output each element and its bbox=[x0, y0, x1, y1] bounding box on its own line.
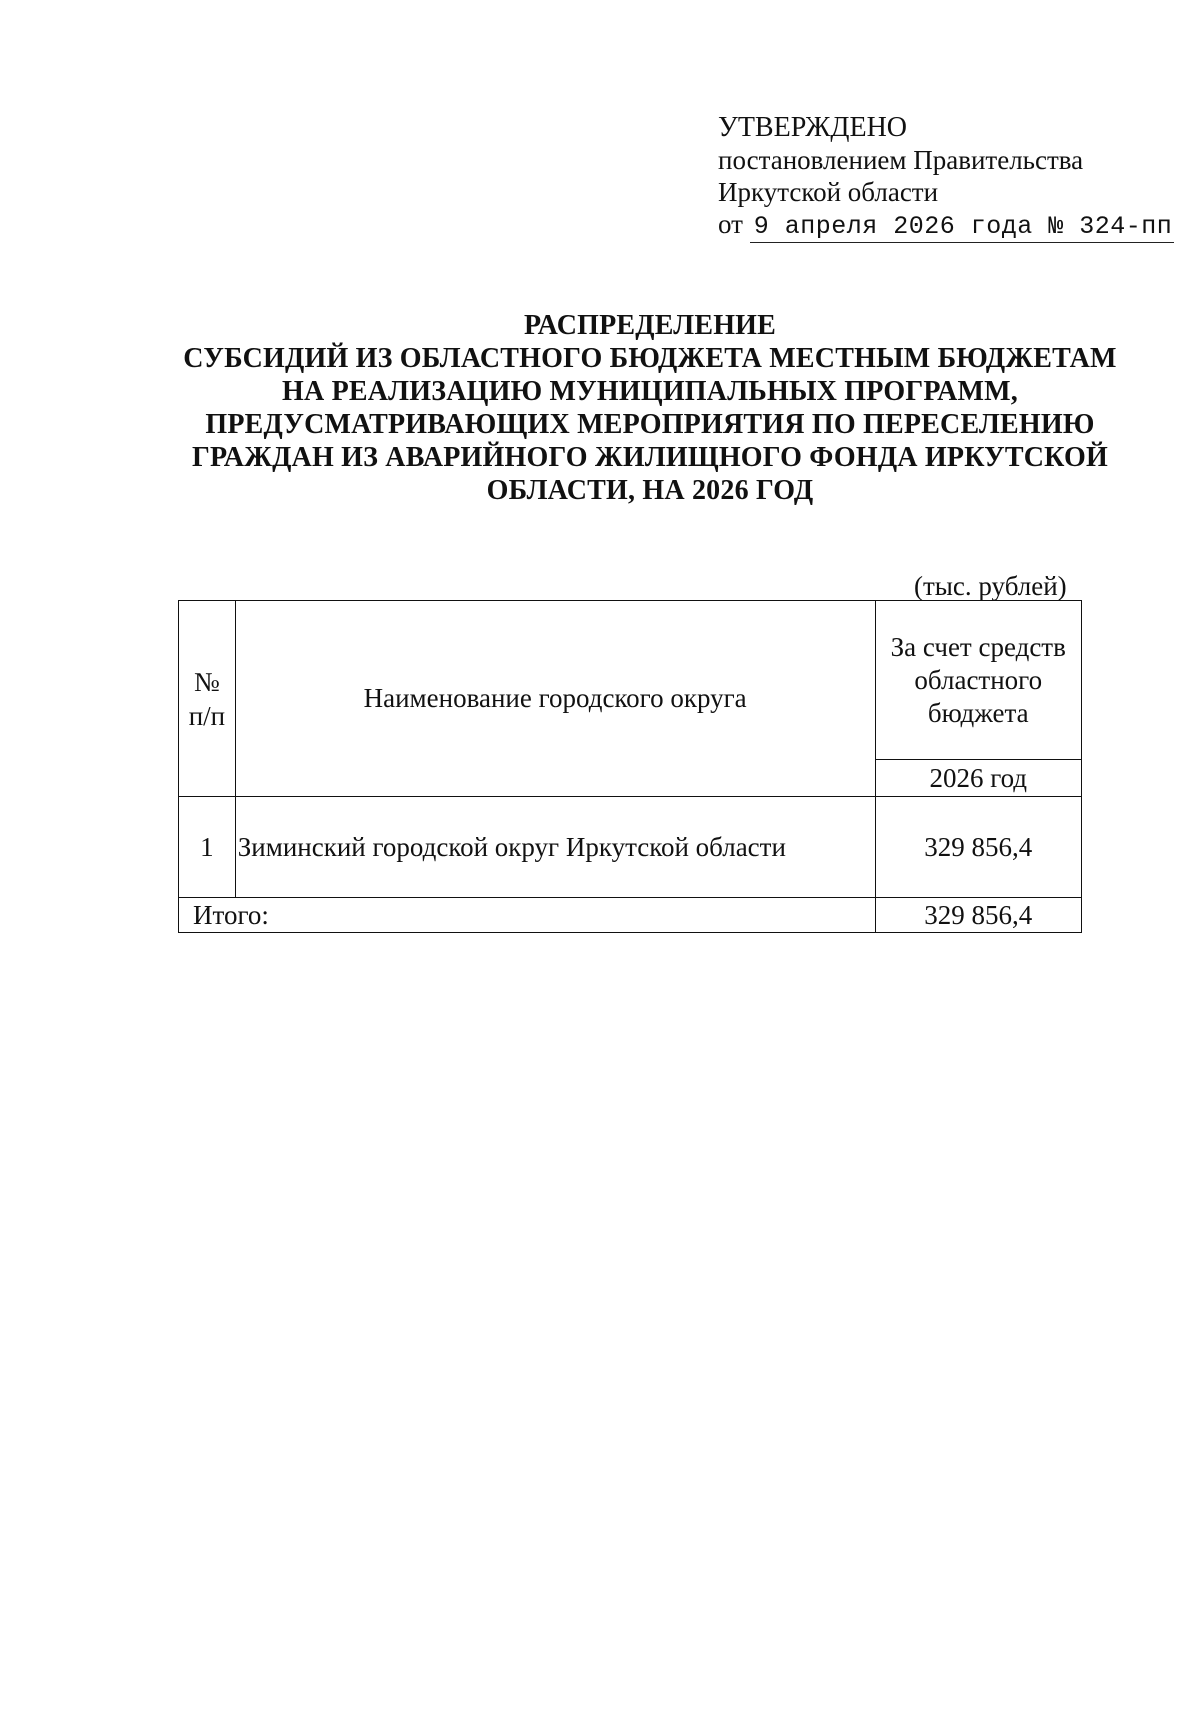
title-line: НА РЕАЛИЗАЦИЮ МУНИЦИПАЛЬНЫХ ПРОГРАММ, bbox=[281, 376, 1018, 407]
header-year-cell: 2026 год bbox=[875, 760, 1081, 797]
header-funding-line: бюджета bbox=[927, 697, 1029, 728]
approval-date-line bbox=[718, 208, 1174, 243]
row-value-cell: 329 856,4 bbox=[875, 797, 1081, 898]
title-line: ПРЕДУСМАТРИВАЮЩИХ МЕРОПРИЯТИЯ ПО ПЕРЕСЕЛЕНИЮ bbox=[205, 409, 1095, 440]
table-header-row bbox=[179, 601, 1082, 760]
title-line: ОБЛАСТИ, НА 2026 ГОД bbox=[486, 475, 814, 506]
header-funding-line: областного bbox=[914, 664, 1043, 695]
header-number-symbol: № bbox=[194, 666, 220, 697]
approval-date-prefix: от bbox=[718, 209, 743, 239]
header-funding-line: За счет средств bbox=[890, 631, 1066, 662]
row-name-cell: Зиминский городской округ Иркутской области bbox=[235, 797, 875, 898]
distribution-table bbox=[178, 600, 1082, 933]
title-line: СУБСИДИЙ ИЗ ОБЛАСТНОГО БЮДЖЕТА МЕСТНЫМ БЮДЖЕТАМ bbox=[183, 343, 1117, 374]
units-label: (тыс. рублей) bbox=[914, 571, 1067, 601]
header-funding-cell bbox=[875, 601, 1081, 760]
approval-heading: УТВЕРЖДЕНО bbox=[718, 112, 908, 143]
approval-line-2: Иркутской области bbox=[718, 177, 939, 207]
header-number-abbrev: п/п bbox=[188, 700, 226, 731]
approval-stamp bbox=[718, 112, 1174, 243]
table-total-row bbox=[179, 898, 1082, 933]
approval-line-1: постановлением Правительства bbox=[718, 145, 1084, 175]
title-line: РАСПРЕДЕЛЕНИЕ bbox=[523, 310, 777, 341]
title-line: ГРАЖДАН ИЗ АВАРИЙНОГО ЖИЛИЩНОГО ФОНДА ИРКУТСКОЙ bbox=[192, 442, 1108, 473]
document-title bbox=[120, 309, 1180, 507]
header-number-cell bbox=[179, 601, 236, 797]
row-number-cell: 1 bbox=[179, 797, 236, 898]
total-label-cell: Итого: bbox=[179, 898, 876, 933]
total-value-cell: 329 856,4 bbox=[875, 898, 1081, 933]
header-name-cell: Наименование городского округа bbox=[235, 601, 875, 797]
approval-date-value: 9 апреля 2026 года № 324-пп bbox=[750, 213, 1175, 243]
table-row bbox=[179, 797, 1082, 898]
